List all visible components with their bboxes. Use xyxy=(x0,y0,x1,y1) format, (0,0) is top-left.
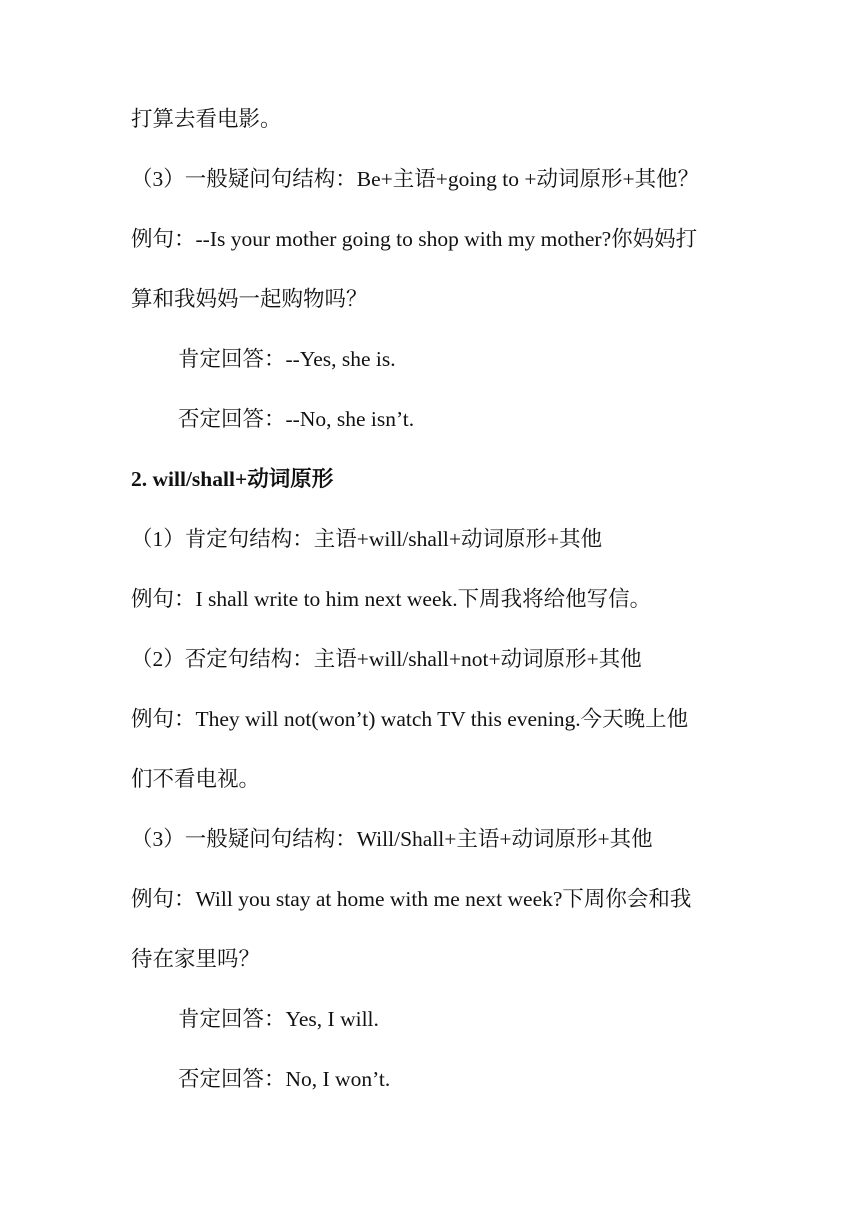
affirmative-structure-line: （1）肯定句结构：主语+will/shall+动词原形+其他 xyxy=(131,527,603,551)
negative-answer-line: 否定回答：--No, she isn’t. xyxy=(178,407,415,431)
example-sentence-line: 例句：They will not(won’t) watch TV this evening.今天晚上他 xyxy=(131,707,689,731)
example-sentence-line: 例句：I shall write to him next week.下周我将给他写信。 xyxy=(131,587,652,611)
positive-answer-line: 肯定回答：Yes, I will. xyxy=(178,1007,379,1031)
text-line: 算和我妈妈一起购物吗？ xyxy=(131,287,368,311)
example-sentence-line: 例句：--Is your mother going to shop with my mother?你妈妈打 xyxy=(131,227,698,251)
text-line: 们不看电视。 xyxy=(131,767,261,791)
question-structure-line: （3）一般疑问句结构：Be+主语+going to +动词原形+其他？ xyxy=(131,167,700,191)
question-structure-line: （3）一般疑问句结构：Will/Shall+主语+动词原形+其他 xyxy=(131,827,653,851)
example-sentence-line: 例句：Will you stay at home with me next week?下周你会和我 xyxy=(131,887,692,911)
positive-answer-line: 肯定回答：--Yes, she is. xyxy=(178,347,396,371)
negative-answer-line: 否定回答：No, I won’t. xyxy=(178,1067,391,1091)
text-line: 待在家里吗？ xyxy=(131,947,261,971)
negative-structure-line: （2）否定句结构：主语+will/shall+not+动词原形+其他 xyxy=(131,647,642,671)
text-line: 打算去看电影。 xyxy=(131,107,282,131)
section-heading: 2. will/shall+动词原形 xyxy=(131,467,334,491)
